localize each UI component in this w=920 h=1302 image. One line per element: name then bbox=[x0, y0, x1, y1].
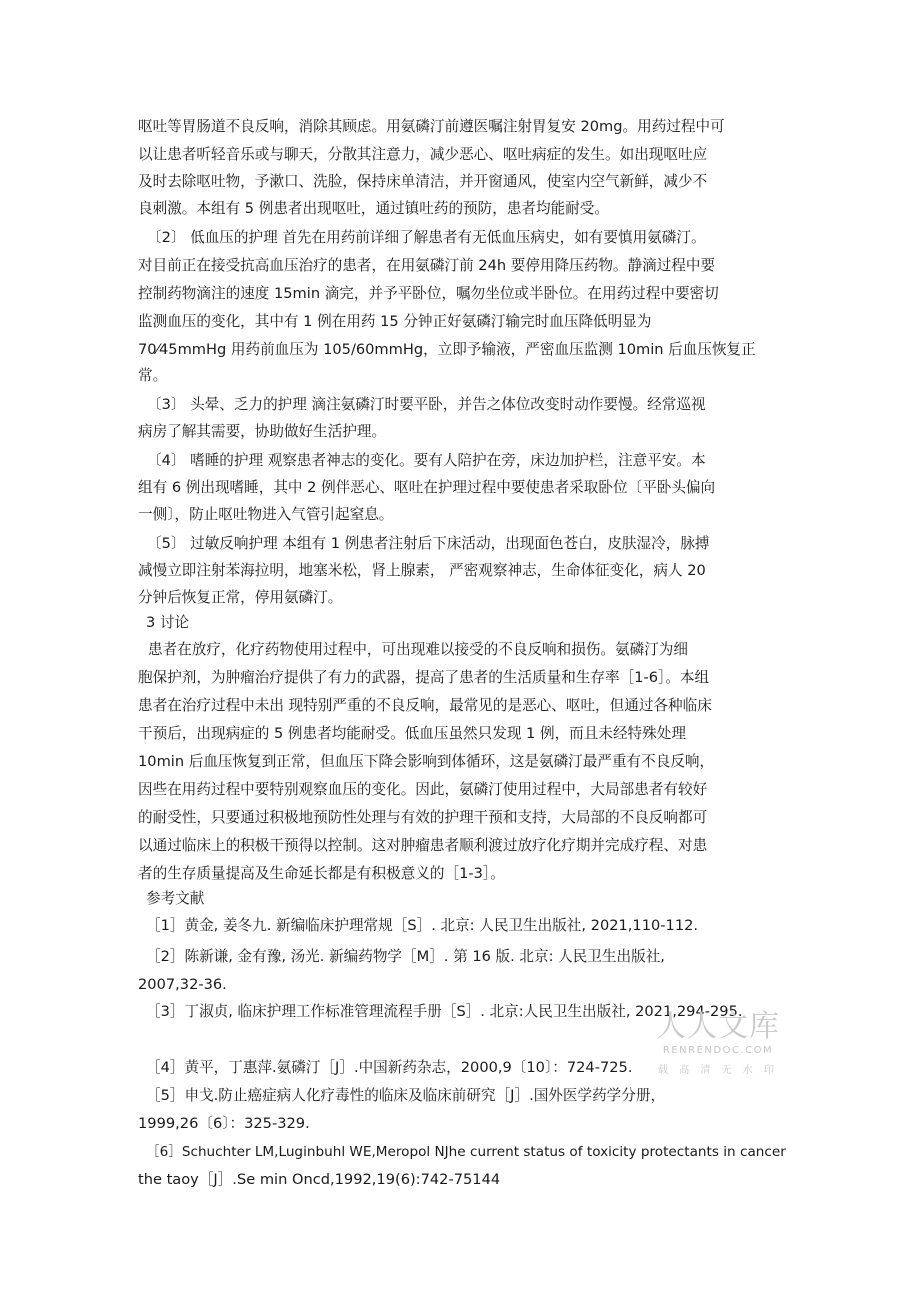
reference-item: ［5］申戈.防止癌症病人化疗毒性的临床及临床前研究［J］.国外医学药学分册， bbox=[146, 1087, 666, 1104]
watermark-title: 人人文库 bbox=[656, 1009, 780, 1044]
reference-item: ［1］黄金, 姜冬九. 新编临床护理常规［S］. 北京: 人民卫生出版社, 2021,110-112. bbox=[146, 917, 699, 934]
text-line: 分钟后恢复正常，停用氨磷汀。 bbox=[138, 589, 343, 606]
text-line: 常。 bbox=[138, 367, 168, 384]
text-line: 者的生存质量提高及生命延长都是有积极意义的［1-3］。 bbox=[138, 865, 505, 882]
text-line: 〔5〕 过敏反响护理 本组有 1 例患者注射后下床活动，出现面色苍白，皮肤湿冷，脉搏 bbox=[147, 535, 710, 552]
text-line: 呕吐等胃肠道不良反响，消除其顾虑。用氨磷汀前遵医嘱注射胃复安 20mg。用药过程中可 bbox=[138, 118, 725, 135]
text-line: 控制药物滴注的速度 15min 滴完，并予平卧位，嘱勿坐位或半卧位。在用药过程中要密切 bbox=[138, 285, 719, 302]
reference-item: ［3］丁淑贞, 临床护理工作标准管理流程手册［S］. 北京:人民卫生出版社, 2021,294-295. bbox=[146, 1003, 743, 1020]
text-line: 〔2〕 低血压的护理 首先在用药前详细了解患者有无低血压病史，如有要慎用氨磷汀。 bbox=[147, 229, 706, 246]
text-line: 因些在用药过程中要特别观察血压的变化。因此，氨磷汀使用过程中，大局部患者有较好 bbox=[138, 781, 708, 798]
reference-item: ［2］陈新谦, 金有豫, 汤光. 新编药物学［M］. 第 16 版. 北京: 人民卫生出版社, bbox=[146, 948, 665, 965]
text-line: 〔4〕 嗜睡的护理 观察患者神志的变化。要有人陪护在旁，床边加护栏，注意平安。本 bbox=[147, 452, 706, 469]
text-line: 一侧〕，防止呕吐物进入气管引起窒息。 bbox=[138, 506, 394, 523]
text-line: 胞保护剂，为肿瘤治疗提供了有力的武器，提高了患者的生活质量和生存率［1-6］。本组 bbox=[138, 669, 710, 686]
text-line: 监测血压的变化，其中有 1 例在用药 15 分钟正好氨磷汀输完时血压降低明显为 bbox=[138, 313, 652, 330]
text-line: 组有 6 例出现嗜睡，其中 2 例伴恶心、呕吐在护理过程中要使患者采取卧位〔平卧头偏向 bbox=[138, 479, 716, 496]
text-line: 的耐受性，只要通过积极地预防性处理与有效的护理干预和支持，大局部的不良反响都可 bbox=[138, 809, 708, 826]
reference-item-continued: 1999,26〔6〕：325-329. bbox=[138, 1115, 310, 1132]
text-line: 良刺激。本组有 5 例患者出现呕吐，通过镇吐药的预防，患者均能耐受。 bbox=[138, 200, 609, 217]
text-line: 〔3〕 头晕、乏力的护理 滴注氨磷汀时要平卧，并告之体位改变时动作要慢。经常巡视 bbox=[147, 396, 706, 413]
reference-item-continued: 2007,32-36. bbox=[138, 976, 227, 993]
text-line: 病房了解其需要，协助做好生活护理。 bbox=[138, 423, 387, 440]
text-line: 干预后，出现病症的 5 例患者均能耐受。低血压虽然只发现 1 例，而且未经特殊处理 bbox=[138, 725, 686, 742]
text-line: 以让患者听轻音乐或与聊天，分散其注意力，减少恶心、呕吐病症的发生。如出现呕吐应 bbox=[138, 146, 708, 163]
text-line: 对目前正在接受抗高血压治疗的患者，在用氨磷汀前 24h 要停用降压药物。静滴过程中要 bbox=[138, 257, 716, 274]
reference-item-continued: the taoy［J］.Se min Oncd,1992,19(6):742-75144 bbox=[138, 1171, 501, 1188]
watermark-tagline: 载 高 清 无 水 印 bbox=[658, 1065, 778, 1076]
text-line: 患者在治疗过程中未出 现特别严重的不良反响，最常见的是恶心、呕吐，但通过各种临床 bbox=[138, 697, 712, 714]
text-line: 以通过临床上的积极干预得以控制。这对肿瘤患者顺利渡过放疗化疗期并完成疗程、对患 bbox=[138, 837, 708, 854]
section-heading: 3 讨论 bbox=[146, 614, 190, 631]
references-heading: 参考文献 bbox=[146, 890, 205, 907]
text-line: 患者在放疗，化疗药物使用过程中，可出现难以接受的不良反响和损伤。氨磷汀为细 bbox=[148, 641, 688, 658]
text-line: 70⁄45mmHg 用药前血压为 105/60mmHg，立即予输液，严密血压监测 10min 后血压恢复正 bbox=[138, 341, 756, 358]
reference-item: ［6］Schuchter LM,Luginbuhl WE,Meropol NJhe current status of toxicity protectants in cancer bbox=[146, 1144, 786, 1160]
text-line: 减慢立即注射苯海拉明，地塞米松，肾上腺素， 严密观察神志，生命体征变化，病人 20 bbox=[138, 562, 706, 579]
watermark-logo bbox=[648, 1010, 788, 1078]
reference-item: ［4］黄平，丁惠萍.氨磷汀［J］.中国新药杂志，2000,9〔10〕：724-725. bbox=[146, 1059, 633, 1076]
watermark-domain: RENRENDOC.COM bbox=[662, 1045, 774, 1056]
text-line: 及时去除呕吐物，予漱口、洗脸，保持床单清洁，并开窗通风，使室内空气新鲜，减少不 bbox=[138, 173, 708, 190]
text-line: 10min 后血压恢复到正常，但血压下降会影响到体循环，这是氨磷汀最严重有不良反响， bbox=[138, 753, 715, 770]
